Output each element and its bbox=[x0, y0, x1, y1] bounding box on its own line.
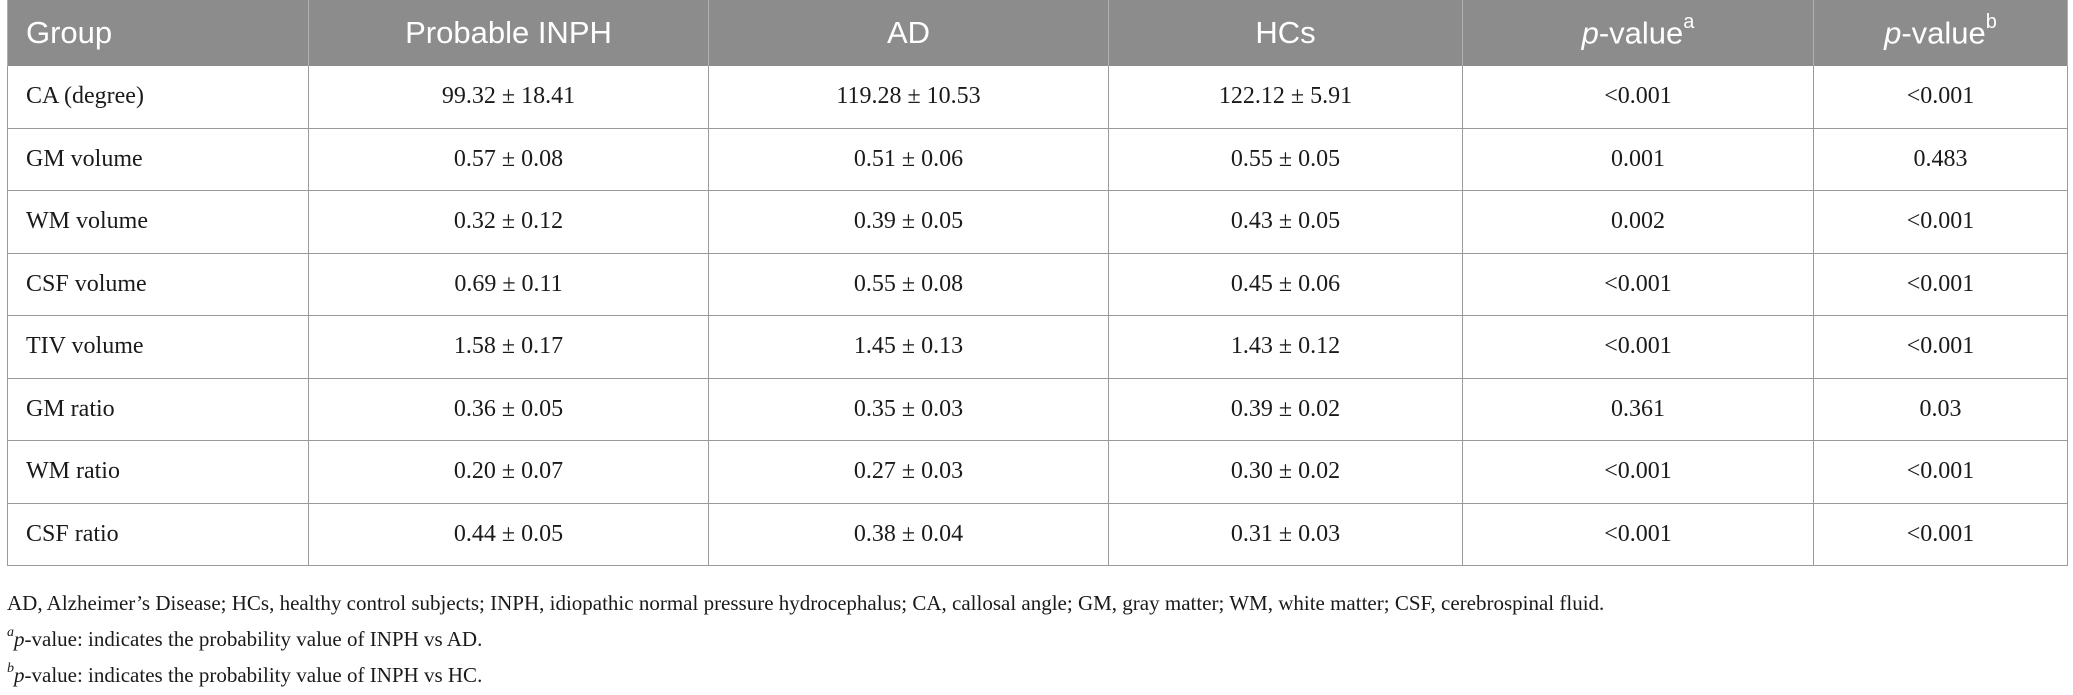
footnote-b-marker: b bbox=[7, 661, 14, 676]
table-row bbox=[8, 66, 2068, 128]
table-header bbox=[8, 0, 2068, 66]
cell-probable-inph: 1.58 ± 0.17 bbox=[309, 316, 709, 379]
cell-p-value-b: <0.001 bbox=[1814, 441, 2068, 504]
footnote-b bbox=[7, 655, 2067, 691]
data-table-container bbox=[7, 0, 2067, 566]
table-row bbox=[8, 441, 2068, 504]
table-body bbox=[8, 66, 2068, 566]
header-p-value-a bbox=[1463, 0, 1814, 66]
footnote-abbreviations: AD, Alzheimer’s Disease; HCs, healthy control subjects; INPH, idiopathic normal pressure hydrocephalus; CA, callosal angle; GM, gray matter; WM, white matter; CSF, cerebrospinal fluid. bbox=[7, 591, 1605, 615]
cell-ad: 0.51 ± 0.06 bbox=[709, 128, 1109, 191]
results-table bbox=[7, 0, 2068, 566]
footnote-a-marker: a bbox=[7, 625, 14, 640]
cell-probable-inph: 0.32 ± 0.12 bbox=[309, 191, 709, 254]
header-p-value-b-sup: b bbox=[1985, 10, 1997, 33]
cell-hcs: 122.12 ± 5.91 bbox=[1109, 66, 1463, 128]
cell-p-value-a: 0.001 bbox=[1463, 128, 1814, 191]
table-row bbox=[8, 253, 2068, 316]
cell-ad: 0.35 ± 0.03 bbox=[709, 378, 1109, 441]
cell-ad: 0.38 ± 0.04 bbox=[709, 503, 1109, 566]
cell-ad: 119.28 ± 10.53 bbox=[709, 66, 1109, 128]
cell-probable-inph: 0.20 ± 0.07 bbox=[309, 441, 709, 504]
cell-p-value-b: <0.001 bbox=[1814, 316, 2068, 379]
footnote-a bbox=[7, 619, 2067, 655]
header-p-value-a-italic: p bbox=[1581, 15, 1599, 51]
header-probable-inph: Probable INPH bbox=[309, 0, 709, 66]
cell-p-value-b: 0.03 bbox=[1814, 378, 2068, 441]
footnote-b-text: -value: indicates the probability value of INPH vs HC. bbox=[24, 663, 483, 687]
cell-group: CSF ratio bbox=[8, 503, 309, 566]
table-row bbox=[8, 191, 2068, 254]
cell-hcs: 0.45 ± 0.06 bbox=[1109, 253, 1463, 316]
table-row bbox=[8, 128, 2068, 191]
cell-probable-inph: 0.69 ± 0.11 bbox=[309, 253, 709, 316]
cell-ad: 0.55 ± 0.08 bbox=[709, 253, 1109, 316]
cell-group: TIV volume bbox=[8, 316, 309, 379]
table-row bbox=[8, 316, 2068, 379]
cell-p-value-b: <0.001 bbox=[1814, 253, 2068, 316]
cell-p-value-a: <0.001 bbox=[1463, 253, 1814, 316]
cell-p-value-b: 0.483 bbox=[1814, 128, 2068, 191]
header-p-value-a-sup: a bbox=[1683, 10, 1695, 33]
cell-p-value-b: <0.001 bbox=[1814, 191, 2068, 254]
header-p-value-b bbox=[1814, 0, 2068, 66]
cell-p-value-a: 0.002 bbox=[1463, 191, 1814, 254]
header-p-value-a-text: -value bbox=[1598, 15, 1684, 51]
header-row bbox=[8, 0, 2068, 66]
header-ad: AD bbox=[709, 0, 1109, 66]
header-p-value-b-italic: p bbox=[1884, 15, 1902, 51]
footnote-a-italic: p bbox=[14, 627, 25, 651]
header-hcs: HCs bbox=[1109, 0, 1463, 66]
cell-p-value-a: <0.001 bbox=[1463, 66, 1814, 128]
cell-hcs: 0.55 ± 0.05 bbox=[1109, 128, 1463, 191]
cell-group: GM ratio bbox=[8, 378, 309, 441]
cell-p-value-a: <0.001 bbox=[1463, 441, 1814, 504]
cell-hcs: 1.43 ± 0.12 bbox=[1109, 316, 1463, 379]
table-row bbox=[8, 503, 2068, 566]
cell-probable-inph: 0.57 ± 0.08 bbox=[309, 128, 709, 191]
footnote-b-italic: p bbox=[14, 663, 25, 687]
cell-hcs: 0.30 ± 0.02 bbox=[1109, 441, 1463, 504]
cell-ad: 1.45 ± 0.13 bbox=[709, 316, 1109, 379]
cell-p-value-b: <0.001 bbox=[1814, 66, 2068, 128]
cell-group: WM ratio bbox=[8, 441, 309, 504]
table-row bbox=[8, 378, 2068, 441]
table-footnotes bbox=[7, 587, 2067, 691]
cell-p-value-b: <0.001 bbox=[1814, 503, 2068, 566]
cell-hcs: 0.31 ± 0.03 bbox=[1109, 503, 1463, 566]
cell-group: WM volume bbox=[8, 191, 309, 254]
cell-p-value-a: <0.001 bbox=[1463, 503, 1814, 566]
header-group: Group bbox=[8, 0, 309, 66]
footnote-a-text: -value: indicates the probability value of INPH vs AD. bbox=[24, 627, 483, 651]
cell-ad: 0.39 ± 0.05 bbox=[709, 191, 1109, 254]
header-p-value-b-text: -value bbox=[1901, 15, 1986, 51]
cell-p-value-a: 0.361 bbox=[1463, 378, 1814, 441]
cell-probable-inph: 99.32 ± 18.41 bbox=[309, 66, 709, 128]
cell-hcs: 0.39 ± 0.02 bbox=[1109, 378, 1463, 441]
cell-p-value-a: <0.001 bbox=[1463, 316, 1814, 379]
cell-ad: 0.27 ± 0.03 bbox=[709, 441, 1109, 504]
cell-probable-inph: 0.44 ± 0.05 bbox=[309, 503, 709, 566]
cell-group: GM volume bbox=[8, 128, 309, 191]
cell-group: CSF volume bbox=[8, 253, 309, 316]
cell-group: CA (degree) bbox=[8, 66, 309, 128]
cell-probable-inph: 0.36 ± 0.05 bbox=[309, 378, 709, 441]
cell-hcs: 0.43 ± 0.05 bbox=[1109, 191, 1463, 254]
